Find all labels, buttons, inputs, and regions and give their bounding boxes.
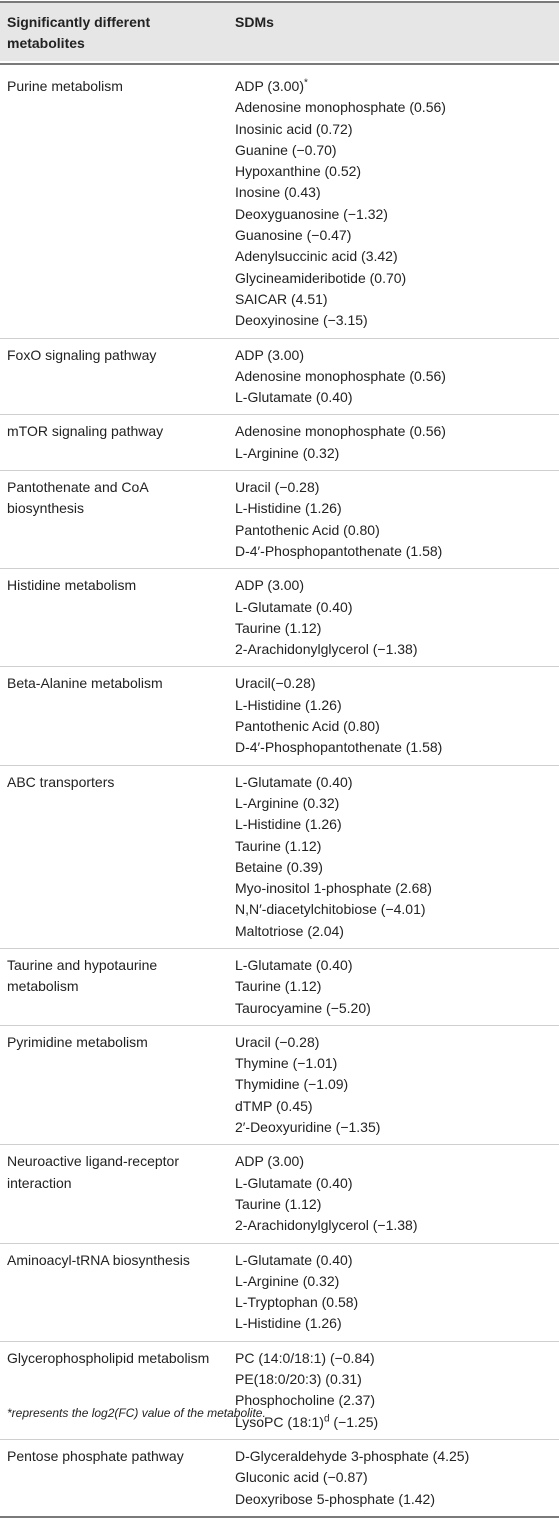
metabolite-list — [235, 1026, 559, 1144]
metabolite-item: Thymidine (−1.09) — [235, 1076, 349, 1093]
metabolite-list — [235, 569, 559, 666]
table-row — [0, 569, 559, 667]
metabolite-item: Pantothenic Acid (0.80) — [235, 718, 380, 735]
metabolite-item: 2′-Deoxyuridine (−1.35) — [235, 1119, 381, 1136]
metabolite-list — [235, 70, 559, 338]
pathway-name: Pantothenate and CoA biosynthesis — [7, 479, 148, 517]
pathway-name: Taurine and hypotaurine metabolism — [7, 956, 158, 995]
metabolite-item: SAICAR (4.51) — [235, 290, 328, 307]
metabolite-item: Guanosine (−0.47) — [235, 227, 352, 244]
metabolite-item: D-4′-Phosphopantothenate (1.58) — [235, 542, 443, 559]
metabolite-item: L-Arginine (0.32) — [235, 1272, 340, 1289]
metabolite-item: Adenosine monophosphate (0.56) — [235, 423, 446, 440]
pathway-name: Histidine metabolism — [7, 577, 137, 594]
metabolite-item: L-Glutamate (0.40) — [235, 1251, 353, 1268]
table-row — [0, 1440, 559, 1518]
pathway-name: ABC transporters — [7, 773, 115, 790]
metabolite-item: L-Tryptophan (0.58) — [235, 1294, 359, 1311]
table-header — [0, 3, 559, 61]
metabolite-list — [235, 1145, 559, 1242]
metabolite-list — [235, 471, 559, 568]
metabolite-list — [235, 949, 559, 1025]
metabolite-item: Inosinic acid (0.72) — [235, 120, 353, 137]
metabolite-item: ADP (3.00)* — [235, 77, 308, 94]
metabolite-item: L-Glutamate (0.40) — [235, 1174, 353, 1191]
metabolite-item: Myo-inositol 1-phosphate (2.68) — [235, 880, 432, 897]
metabolite-item: Uracil (−0.28) — [235, 479, 320, 496]
metabolite-item: LysoPC (18:1)$^d$ (−1.25) — [235, 1412, 379, 1430]
metabolite-item: Thymine (−1.01) — [235, 1055, 338, 1072]
metabolite-item: Phosphocholine (2.37) — [235, 1392, 376, 1409]
metabolite-item: Adenosine monophosphate (0.56) — [235, 99, 446, 116]
metabolite-item: Inosine (0.43) — [235, 184, 321, 201]
metabolite-item: Glycineamideribotide (0.70) — [235, 269, 407, 286]
metabolite-item: Uracil (−0.28) — [235, 1033, 320, 1050]
metabolite-item: Taurine (1.12) — [235, 619, 322, 636]
metabolite-item: ADP (3.00) — [235, 1153, 304, 1170]
metabolite-item: L-Histidine (1.26) — [235, 500, 342, 517]
metabolite-item: Gluconic acid (−0.87) — [235, 1469, 368, 1486]
pathway-name: Pyrimidine metabolism — [7, 1033, 148, 1050]
metabolite-item: Deoxyribose 5-phosphate (1.42) — [235, 1490, 436, 1507]
metabolite-item: 2-Arachidonylglycerol (−1.38) — [235, 1217, 418, 1234]
metabolite-list — [235, 1244, 559, 1341]
metabolite-item: D-Glyceraldehyde 3-phosphate (4.25) — [235, 1447, 470, 1464]
metabolite-item: Guanine (−0.70) — [235, 141, 337, 158]
table-row — [0, 949, 559, 1026]
metabolite-item: L-Glutamate (0.40) — [235, 598, 353, 615]
table-footnote: *represents the log2(FC) value of the metabolite. — [7, 1406, 266, 1420]
table-row — [0, 415, 559, 471]
table-row — [0, 339, 559, 416]
metabolite-list — [235, 1440, 559, 1516]
metabolite-item: 2-Arachidonylglycerol (−1.38) — [235, 641, 418, 658]
metabolite-item: L-Histidine (1.26) — [235, 696, 342, 713]
table-row — [0, 1026, 559, 1145]
metabolite-item: ADP (3.00) — [235, 577, 304, 594]
header-bottom-rule — [0, 63, 559, 65]
metabolite-item: PC (14:0/18:1) (−0.84) — [235, 1349, 375, 1366]
metabolite-list — [235, 415, 559, 470]
pathway-name: Beta-Alanine metabolism — [7, 675, 163, 692]
metabolite-item: Adenosine monophosphate (0.56) — [235, 367, 446, 384]
table-row — [0, 1342, 559, 1440]
metabolite-item: dTMP (0.45) — [235, 1097, 313, 1114]
metabolite-item: Adenylsuccinic acid (3.42) — [235, 248, 398, 265]
metabolite-list — [235, 1342, 559, 1439]
pathway-name: Pentose phosphate pathway — [7, 1447, 184, 1464]
table-row — [0, 766, 559, 949]
metabolite-item: Uracil(−0.28) — [235, 675, 316, 692]
table-row — [0, 1244, 559, 1342]
header-pathway: Significantly different metabolites — [7, 14, 151, 51]
table-row — [0, 667, 559, 765]
metabolite-item: Maltotriose (2.04) — [235, 922, 344, 939]
pathway-name: Purine metabolism — [7, 78, 123, 94]
table-row — [0, 471, 559, 569]
metabolite-item: Deoxyguanosine (−1.32) — [235, 205, 388, 222]
metabolite-item: L-Glutamate (0.40) — [235, 773, 353, 790]
metabolite-item: L-Arginine (0.32) — [235, 444, 340, 461]
metabolite-list — [235, 766, 559, 948]
metabolite-item: PE(18:0/20:3) (0.31) — [235, 1371, 362, 1388]
metabolite-list — [235, 339, 559, 415]
metabolite-item: Taurine (1.12) — [235, 837, 322, 854]
metabolite-item: Hypoxanthine (0.52) — [235, 163, 362, 180]
metabolite-item: Taurocyamine (−5.20) — [235, 999, 371, 1016]
metabolite-item: ADP (3.00) — [235, 346, 304, 363]
metabolite-item: Taurine (1.12) — [235, 1195, 322, 1212]
metabolite-item: N,N′-diacetylchitobiose (−4.01) — [235, 901, 426, 918]
metabolite-item: D-4′-Phosphopantothenate (1.58) — [235, 739, 443, 756]
metabolite-item: Taurine (1.12) — [235, 978, 322, 995]
pathway-name: FoxO signaling pathway — [7, 346, 157, 363]
metabolite-item: Deoxyinosine (−3.15) — [235, 312, 368, 329]
metabolite-item: L-Glutamate (0.40) — [235, 389, 353, 406]
metabolite-item: L-Histidine (1.26) — [235, 1315, 342, 1332]
pathway-name: Aminoacyl-tRNA biosynthesis — [7, 1251, 190, 1268]
metabolite-item: L-Arginine (0.32) — [235, 794, 340, 811]
table-row — [0, 70, 559, 339]
pathway-name: Glycerophospholipid metabolism — [7, 1349, 210, 1366]
metabolite-list — [235, 667, 559, 764]
header-sdms: SDMs — [235, 14, 274, 30]
metabolite-item: L-Glutamate (0.40) — [235, 956, 353, 973]
pathway-name: mTOR signaling pathway — [7, 423, 164, 440]
metabolite-item: Betaine (0.39) — [235, 858, 323, 875]
metabolite-item: Pantothenic Acid (0.80) — [235, 521, 380, 538]
pathway-name: Neuroactive ligand-receptor interaction — [7, 1153, 179, 1191]
table-row — [0, 1145, 559, 1243]
metabolite-item: L-Histidine (1.26) — [235, 816, 342, 833]
table-body — [0, 70, 559, 1518]
